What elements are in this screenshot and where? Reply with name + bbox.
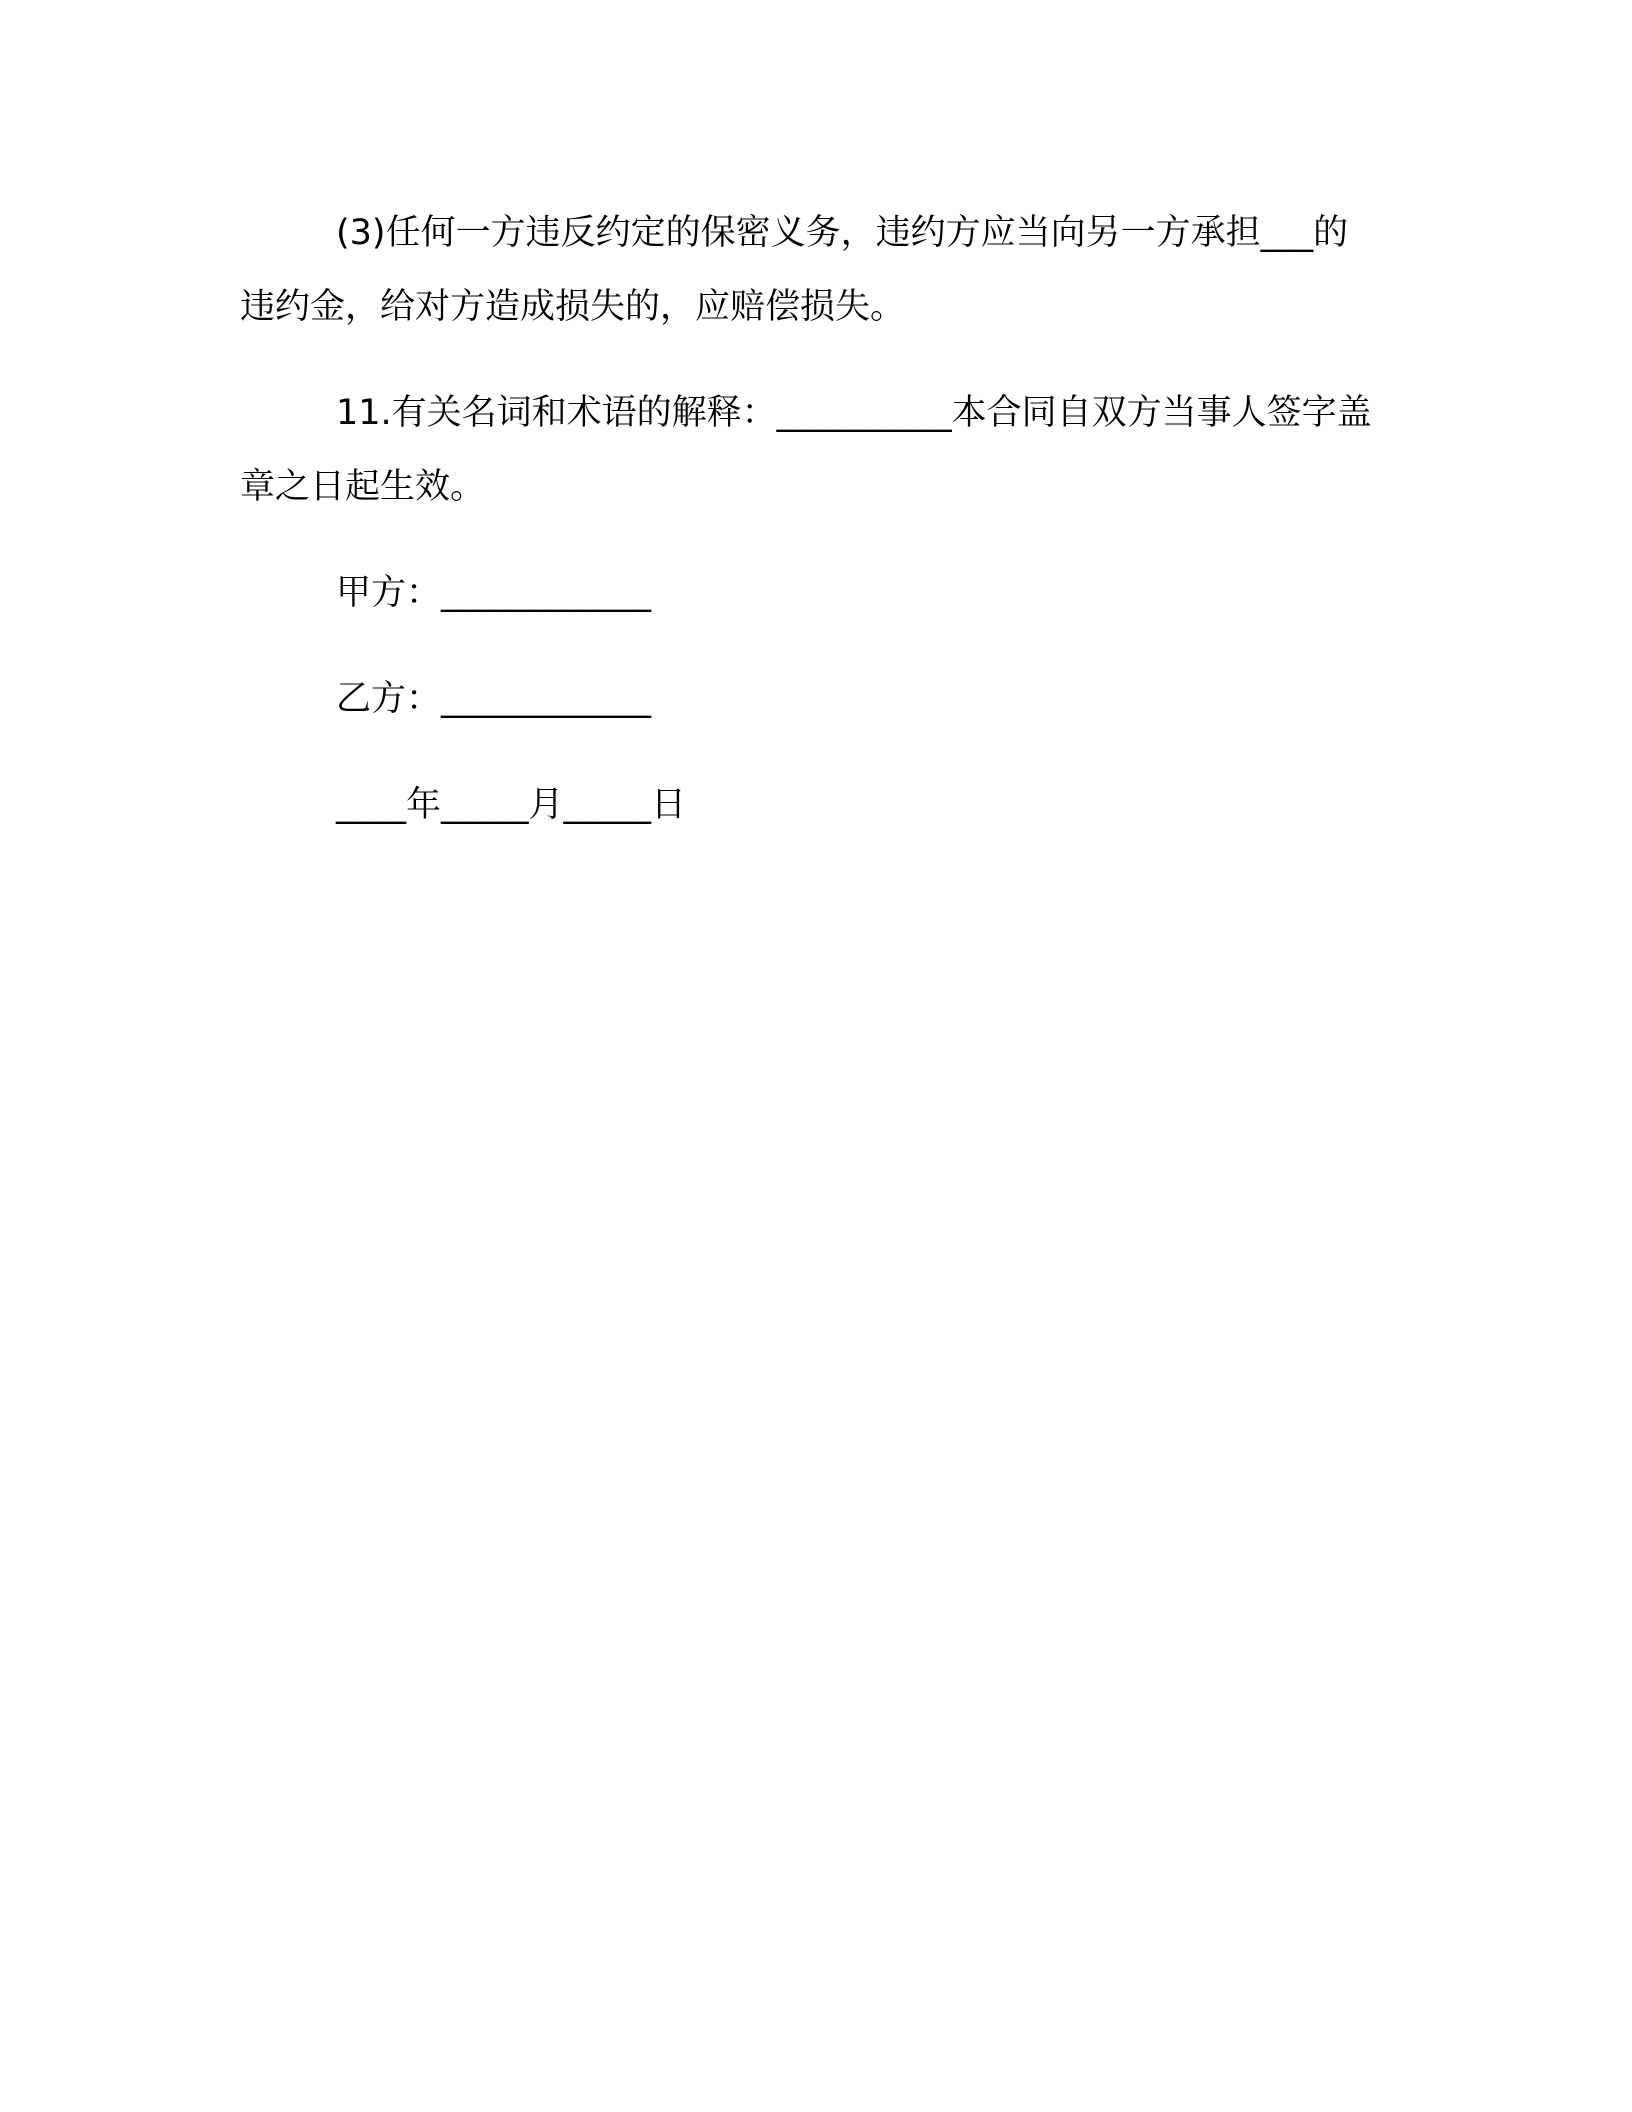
signing-date-line: ____年_____月_____日 xyxy=(336,785,687,825)
document-body xyxy=(240,196,1375,842)
party-b-signature-line: 乙方：____________ xyxy=(336,679,652,719)
party-a-signature-line: 甲方：____________ xyxy=(336,573,652,613)
clause-terms-definition: 11.有关名词和术语的解释：__________本合同自双方当事人签字盖章之日起生效。 xyxy=(240,393,1372,507)
clause-confidentiality-penalty: (3)任何一方违反约定的保密义务，违约方应当向另一方承担___的违约金，给对方造成损失的，应赔偿损失。 xyxy=(240,213,1349,327)
